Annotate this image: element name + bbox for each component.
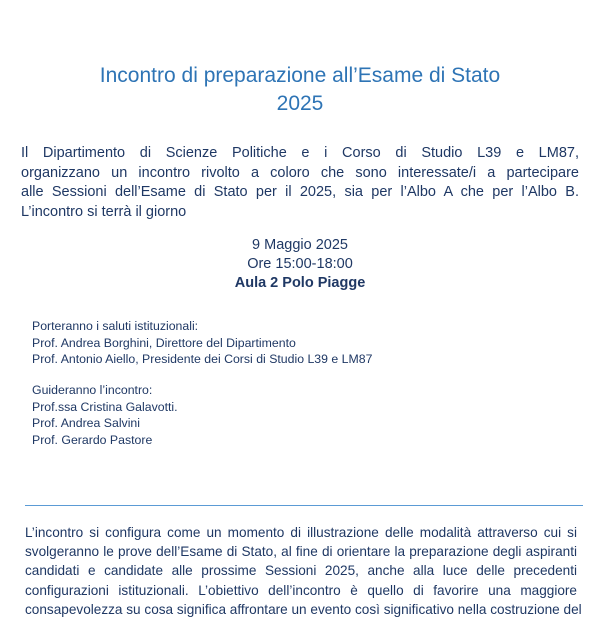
page-title bbox=[40, 62, 560, 118]
event-details bbox=[100, 236, 500, 293]
event-location: Aula 2 Polo Piagge bbox=[234, 275, 366, 291]
description-line: L’incontro si configura come un momento di illustrazione delle modalità attraverso cui si bbox=[25, 525, 577, 540]
intro-line: organizzano un incontro rivolto a coloro che sono interessate/i a partecipare bbox=[21, 164, 579, 181]
description-line: svolgeranno le prove dell’Esame di Stato, al fine di orientare la preparazione degli aspiranti bbox=[25, 544, 577, 560]
title-line-2: 2025 bbox=[276, 92, 324, 116]
intro-line: Il Dipartimento di Scienze Politiche e i Corso di Studio L39 e LM87, bbox=[21, 145, 579, 161]
guides-heading: Guideranno l’incontro: bbox=[32, 383, 153, 397]
guide-person: Prof.ssa Cristina Galavotti. bbox=[32, 399, 178, 414]
guide-person: Prof. Gerardo Pastore bbox=[32, 432, 153, 447]
description-line: candidati e candidate alle prossime Sessioni 2025, anche alla luce delle precedenti bbox=[25, 563, 577, 579]
section-divider bbox=[25, 505, 583, 506]
greeting-person: Prof. Andrea Borghini, Direttore del Dipartimento bbox=[32, 335, 296, 350]
guides-section bbox=[32, 382, 178, 448]
greetings-heading: Porteranno i saluti istituzionali: bbox=[32, 319, 199, 333]
intro-line: alle Sessioni dell’Esame di Stato per il 2025, sia per l’Albo A che per l’Albo B. bbox=[21, 184, 579, 200]
event-time: Ore 15:00-18:00 bbox=[247, 256, 353, 272]
greetings-section bbox=[32, 318, 372, 368]
event-date: 9 Maggio 2025 bbox=[252, 237, 348, 253]
title-line-1: Incontro di preparazione all’Esame di Stato bbox=[99, 64, 501, 88]
description-line: configurazioni istituzionali. L’obiettivo dell’incontro è quello di favorire una maggiore bbox=[25, 582, 577, 598]
description-paragraph bbox=[25, 523, 582, 619]
guide-person: Prof. Andrea Salvini bbox=[32, 416, 140, 430]
greeting-person: Prof. Antonio Aiello, Presidente dei Corsi di Studio L39 e LM87 bbox=[32, 352, 373, 366]
intro-paragraph bbox=[21, 144, 579, 222]
intro-line: L’incontro si terrà il giorno bbox=[21, 203, 187, 220]
description-line: consapevolezza su cosa significa affrontare un evento così significativo nella costruzione del bbox=[25, 601, 582, 617]
